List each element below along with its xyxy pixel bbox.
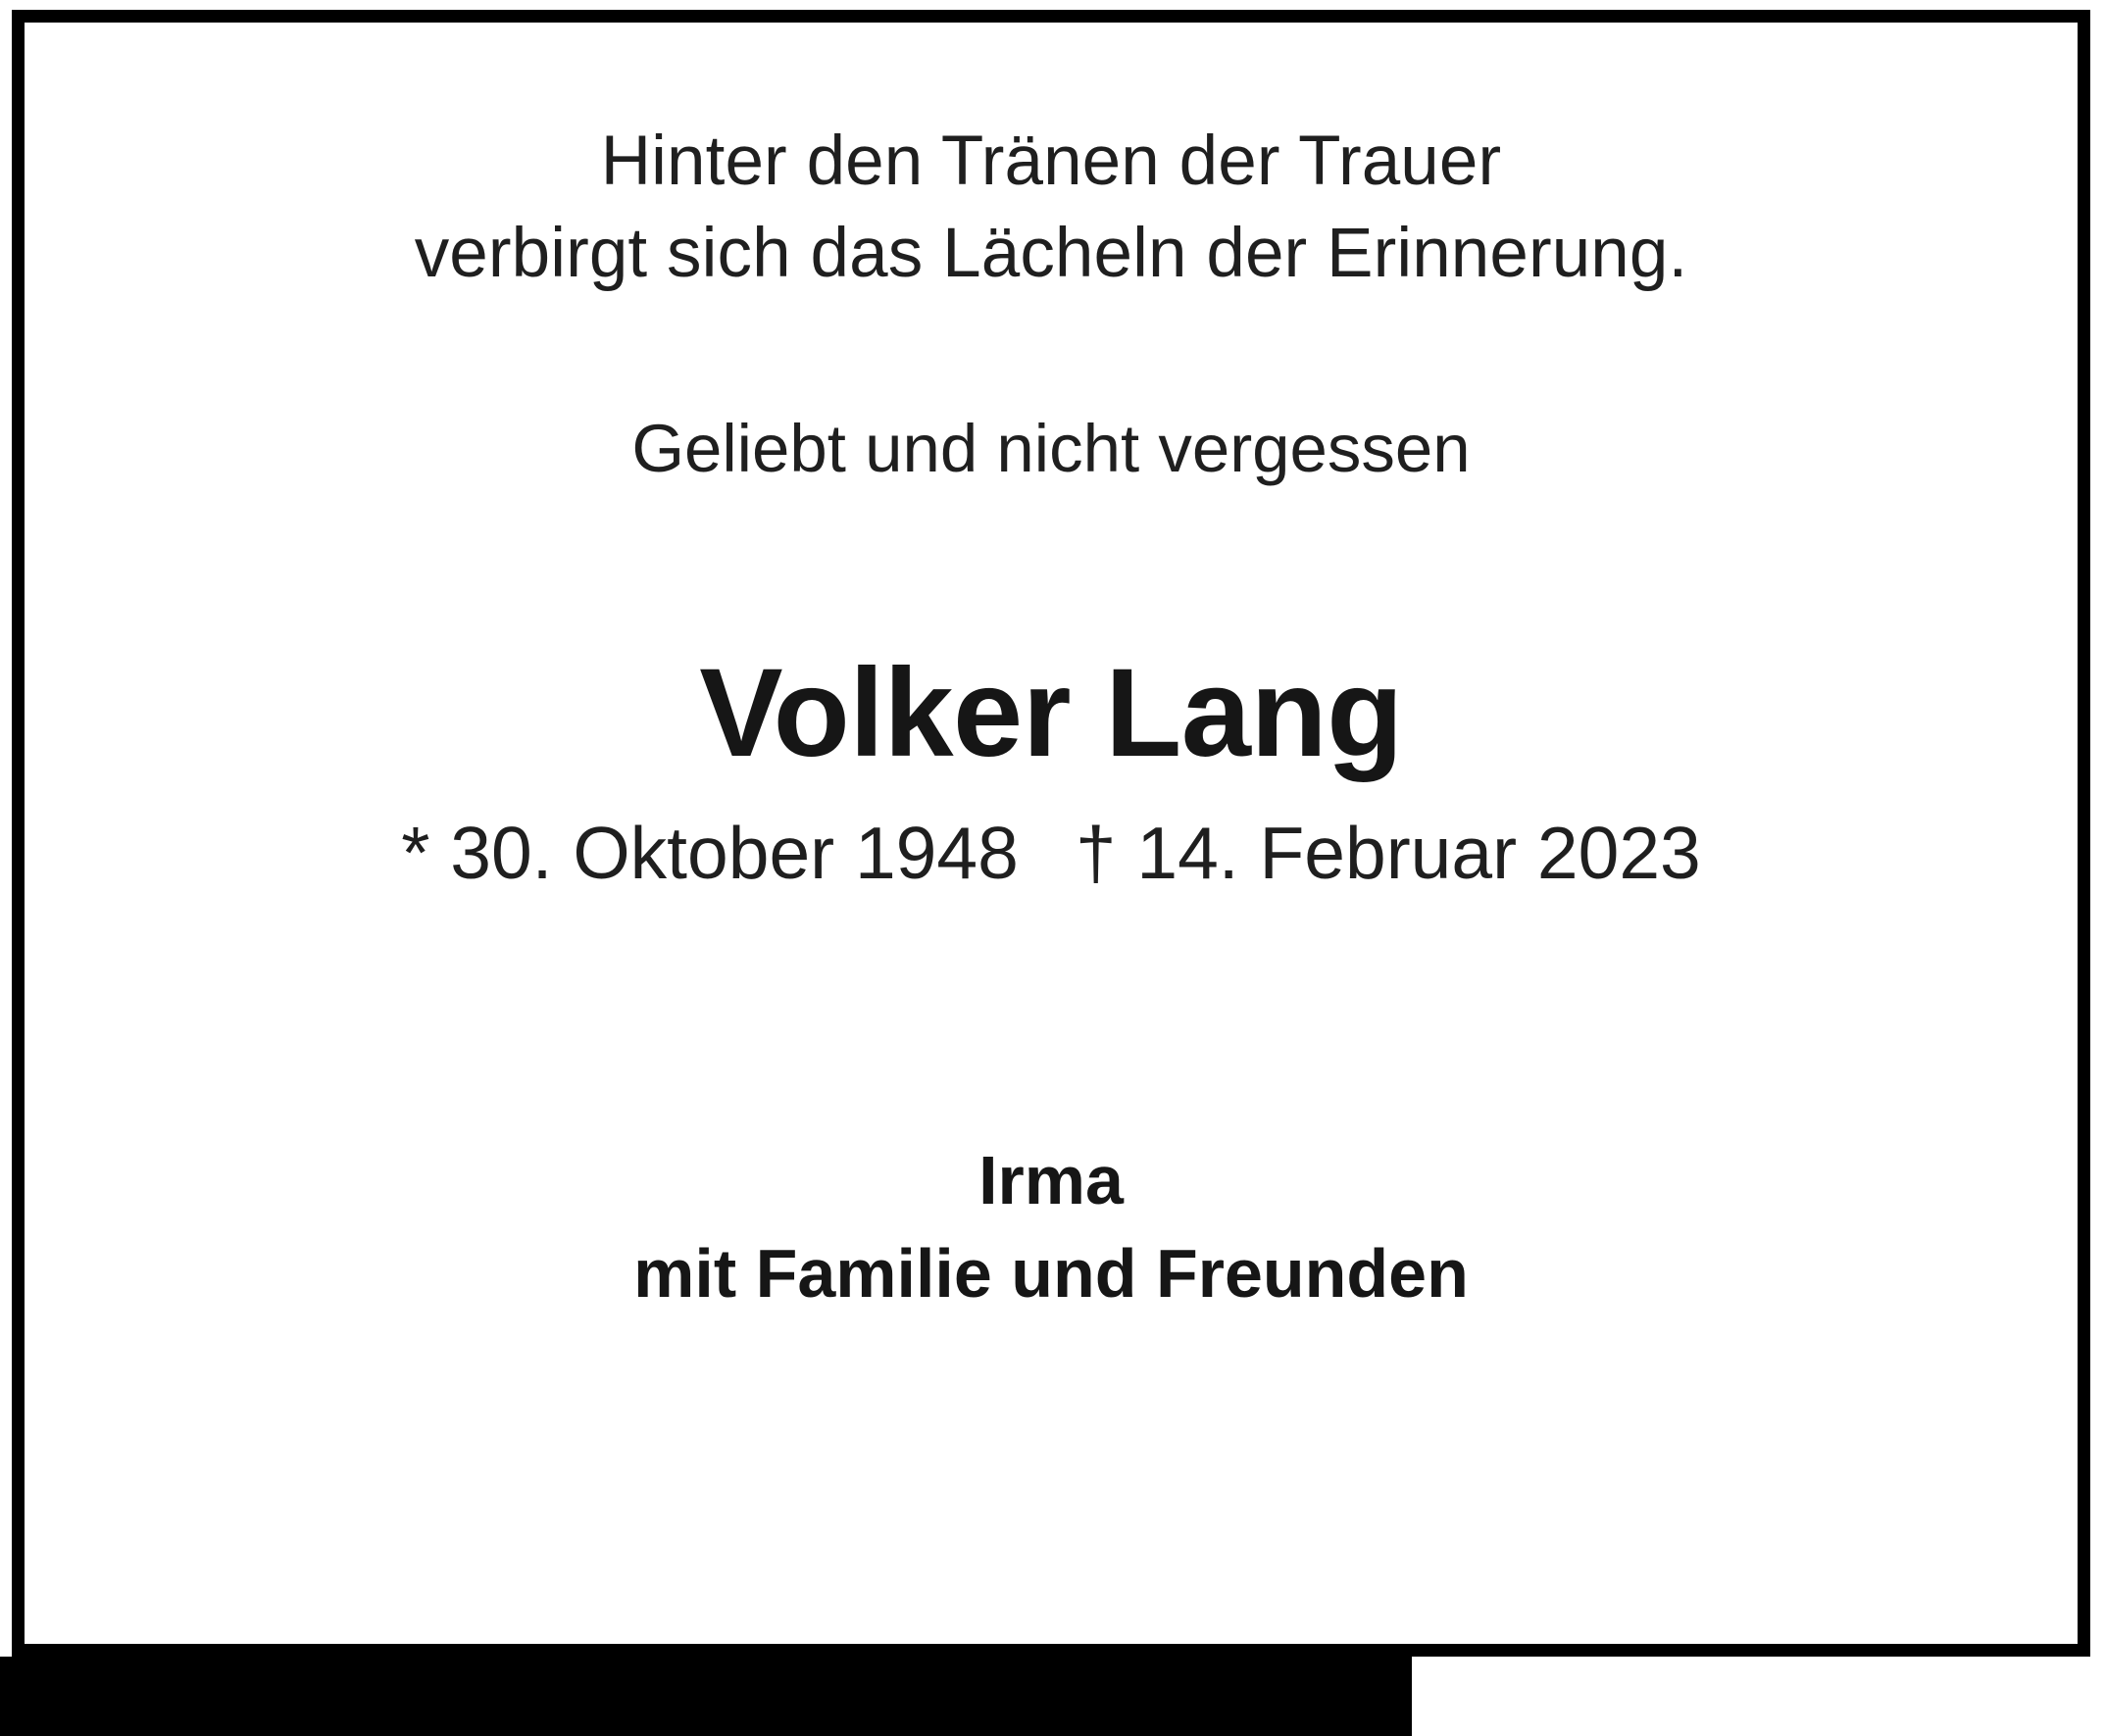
death-date: † 14. Februar 2023 <box>1075 811 1701 894</box>
survivors-block <box>113 1134 1989 1320</box>
deceased-name: Volker Lang <box>699 643 1403 784</box>
survivor-primary: Irma <box>978 1141 1124 1218</box>
memorial-line: Geliebt und nicht vergessen <box>631 411 1471 487</box>
bottom-black-bar <box>0 1657 1412 1736</box>
notice-border-frame <box>12 10 2090 1657</box>
verse-line-1: Hinter den Tränen der Trauer <box>600 123 1502 200</box>
life-dates <box>113 809 1989 897</box>
notice-content <box>25 23 2078 1644</box>
birth-date: * 30. Oktober 1948 <box>401 811 1019 894</box>
verse-block <box>113 116 1989 299</box>
survivor-family: mit Familie und Freunden <box>633 1235 1469 1313</box>
verse-line-2: verbirgt sich das Lächeln der Erinnerung. <box>414 214 1688 292</box>
